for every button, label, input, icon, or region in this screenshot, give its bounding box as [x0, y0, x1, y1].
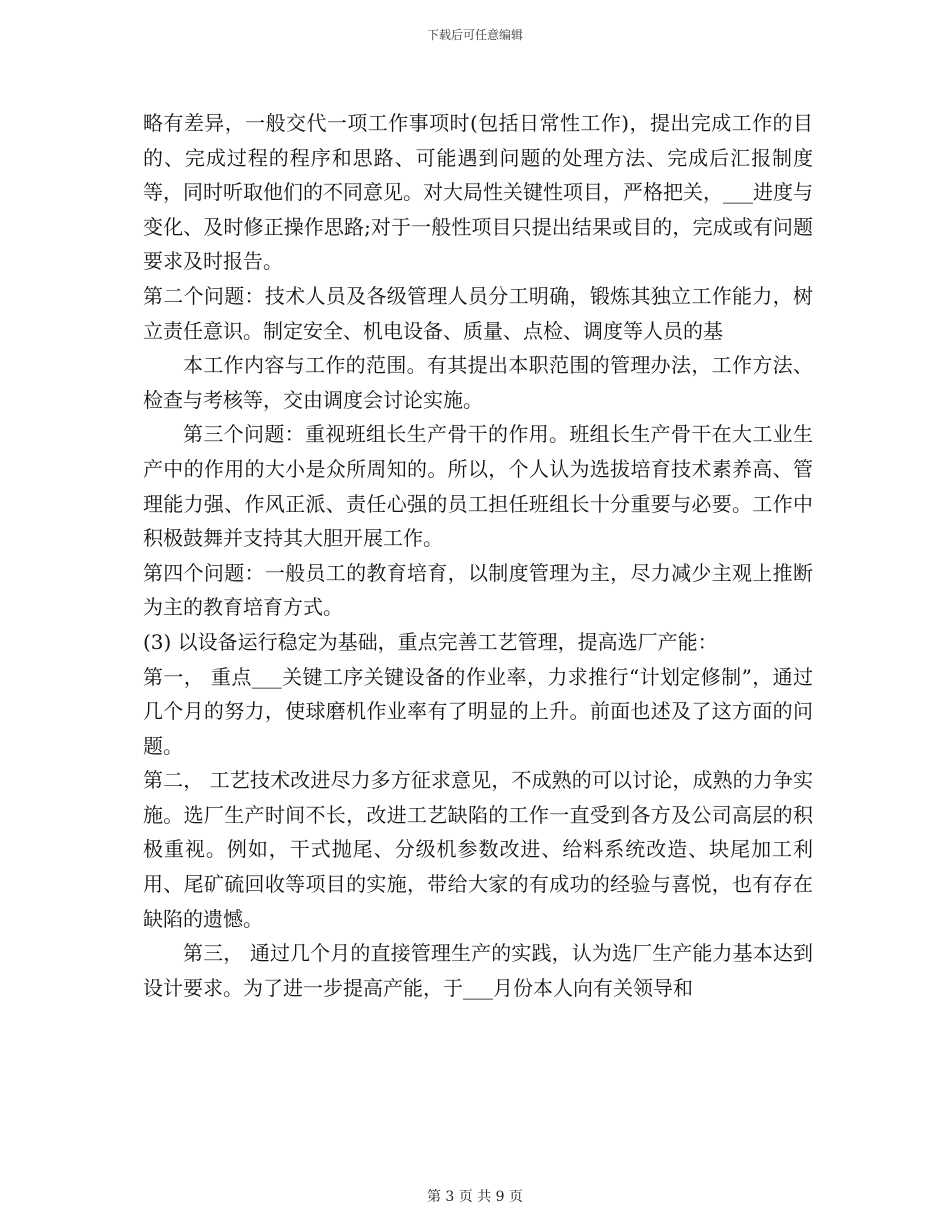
paragraph-8: 第二， 工艺技术改进尽力多方征求意见，不成熟的可以讨论，成熟的力争实施。选厂生产时间不长，改进工艺缺陷的工作一直受到各方及公司高层的积极重视。例如，干式抛尾、分级机参数改进、给料系统改造、块尾加工利用、尾矿硫回收等项目的实施，带给大家的有成功的经验与喜悦，也有存在缺陷的遗憾。	[143, 768, 813, 931]
paragraph-2: 第二个问题：技术人员及各级管理人员分工明确，锻炼其独立工作能力，树立责任意识。制定安全、机电设备、质量、点检、调度等人员的基	[143, 283, 813, 343]
paragraph-1: 略有差异，一般交代一项工作事项时(包括日常性工作)，提出完成工作的目的、完成过程的程序和思路、可能遇到问题的处理方法、完成后汇报制度等，同时听取他们的不同意见。对大局性关键性项目，严格把关，___进度与变化、及时修正操作思路;对于一般性项目只提出结果或目的，完成或有问题要求及时报告。	[143, 111, 813, 274]
paragraph-7: 第一， 重点___关键工序关键设备的作业率，力求推行“计划定修制”，通过几个月的努力，使球磨机作业率有了明显的上升。前面也述及了这方面的问题。	[143, 664, 813, 758]
page-number: 第 3 页 共 9 页	[426, 1189, 524, 1205]
page-header: 下载后可任意编辑	[426, 28, 523, 42]
paragraph-5: 第四个问题：一般员工的教育培育，以制度管理为主，尽力减少主观上推断为主的教育培育方式。	[143, 560, 813, 620]
paragraph-6: (3) 以设备运行稳定为基础，重点完善工艺管理，提高选厂产能：	[143, 629, 718, 654]
paragraph-4: 第三个问题：重视班组长生产骨干的作用。班组长生产骨干在大工业生产中的作用的大小是众所周知的。所以，个人认为选拔培育技术素养高、管理能力强、作风正派、责任心强的员工担任班组长十分重要与必要。工作中积极鼓舞并支持其大胆开展工作。	[143, 422, 813, 551]
paragraph-9: 第三， 通过几个月的直接管理生产的实践，认为选厂生产能力基本达到设计要求。为了进一步提高产能，于___月份本人向有关领导和	[143, 941, 813, 1000]
paragraph-3: 本工作内容与工作的范围。有其提出本职范围的管理办法，工作方法、检查与考核等，交由调度会讨论实施。	[143, 353, 813, 412]
document-body	[143, 106, 813, 1005]
